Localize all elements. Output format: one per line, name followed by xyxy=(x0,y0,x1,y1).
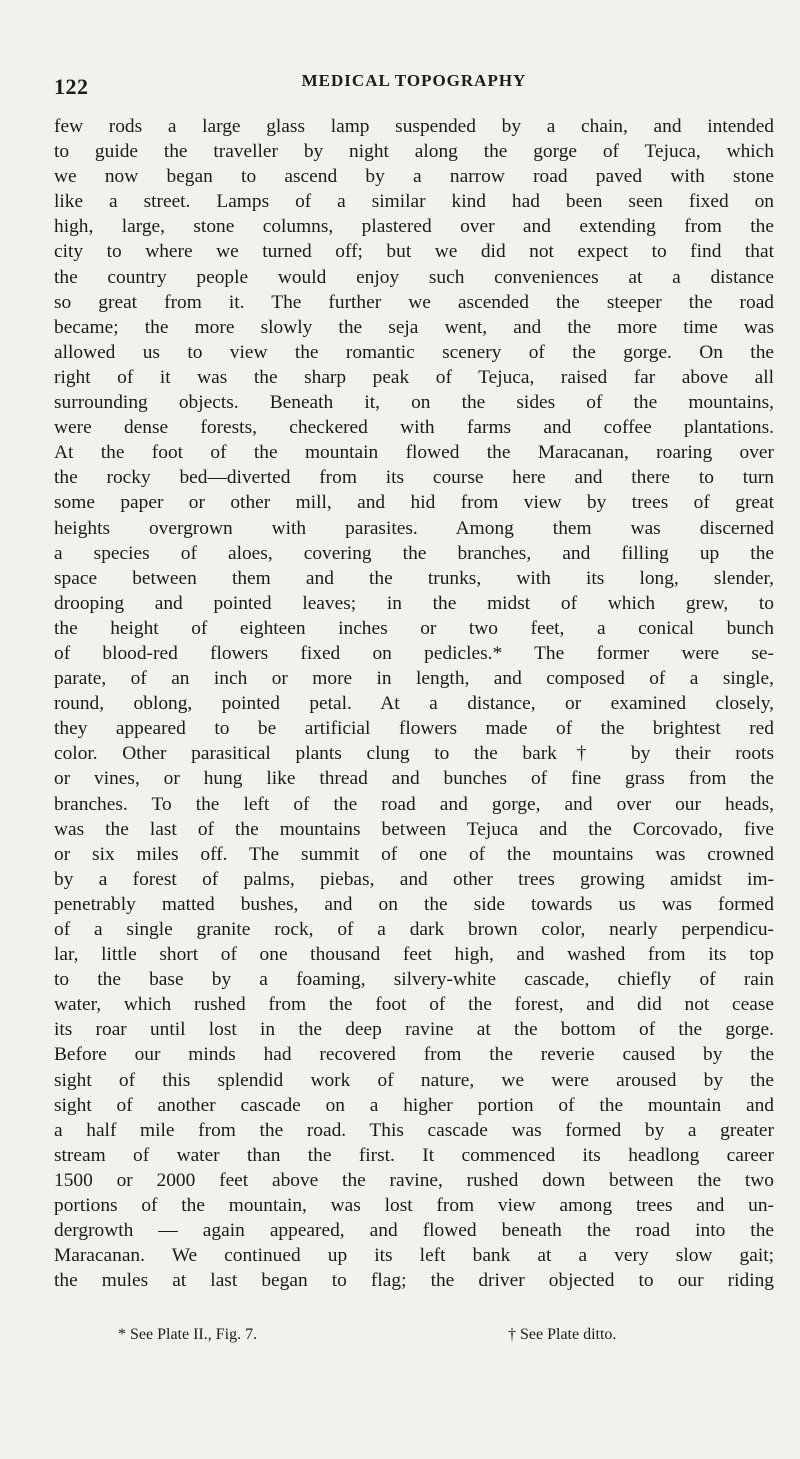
text-line: color. Other parasitical plants clung to the bark† by their roots xyxy=(54,743,774,765)
text-line: allowed us to view the romantic scenery of the gorge. On the xyxy=(54,341,774,363)
text-line: water, which rushed from the foot of the forest, and did not cease xyxy=(54,994,774,1016)
page-header xyxy=(54,64,774,104)
text-line: became; the more slowly the seja went, and the more time was xyxy=(54,316,774,338)
text-line: the country people would enjoy such conveniences at a distance xyxy=(54,266,774,288)
text-line: were dense forests, checkered with farms and coffee plantations. xyxy=(54,417,774,439)
text-line: lar, little short of one thousand feet high, and washed from its top xyxy=(54,944,774,966)
text-line: like a street. Lamps of a similar kind had been seen fixed on xyxy=(54,191,774,213)
text-line: right of it was the sharp peak of Tejuca, raised far above all xyxy=(54,366,774,388)
footnotes xyxy=(54,1326,774,1352)
footnote-plate-ditto: † See Plate ditto. xyxy=(508,1326,617,1343)
text-line: stream of water than the first. It commenced its headlong career xyxy=(54,1144,774,1166)
text-line: to guide the traveller by night along the gorge of Tejuca, which xyxy=(54,141,774,163)
text-line: the rocky bed—diverted from its course here and there to turn xyxy=(54,467,774,489)
text-line: of a single granite rock, of a dark brown color, nearly perpendicu- xyxy=(54,919,774,940)
text-line: its roar until lost in the deep ravine at the bottom of the gorge. xyxy=(54,1019,774,1041)
text-line: penetrably matted bushes, and on the side towards us was formed xyxy=(54,893,774,915)
text-line: few rods a large glass lamp suspended by a chain, and intended xyxy=(54,116,774,137)
text-line: portions of the mountain, was lost from view among trees and un- xyxy=(54,1195,774,1217)
text-line: city to where we turned off; but we did not expect to find that xyxy=(54,241,774,263)
text-line: heights overgrown with parasites. Among them was discerned xyxy=(54,517,774,539)
text-line: we now began to ascend by a narrow road paved with stone xyxy=(54,166,774,188)
text-line: branches. To the left of the road and gorge, and over our heads, xyxy=(54,793,774,815)
body-text xyxy=(54,114,774,1293)
text-line: so great from it. The further we ascended the steeper the road xyxy=(54,291,774,313)
text-line: surrounding objects. Beneath it, on the sides of the mountains, xyxy=(54,392,774,414)
text-line: high, large, stone columns, plastered over and extending from the xyxy=(54,216,774,238)
page-number: 122 xyxy=(54,74,89,99)
text-line: drooping and pointed leaves; in the midst of which grew, to xyxy=(54,592,774,614)
text-line: Maracanan. We continued up its left bank at a very slow gait; xyxy=(54,1245,774,1267)
text-line: or six miles off. The summit of one of the mountains was crowned xyxy=(54,843,774,865)
text-line: Before our minds had recovered from the reverie caused by the xyxy=(54,1044,774,1066)
text-line: a species of aloes, covering the branches, and filling up the xyxy=(54,542,774,564)
text-line: to the base by a foaming, silvery-white cascade, chiefly of rain xyxy=(54,969,774,991)
text-line: space between them and the trunks, with its long, slender, xyxy=(54,567,774,589)
text-line: sight of another cascade on a higher portion of the mountain and xyxy=(54,1094,774,1116)
text-line: 1500 or 2000 feet above the ravine, rushed down between the two xyxy=(54,1169,774,1191)
text-line: a half mile from the road. This cascade was formed by a greater xyxy=(54,1119,774,1141)
text-line: sight of this splendid work of nature, we were aroused by the xyxy=(54,1069,774,1091)
text-line: of blood-red flowers fixed on pedicles.* The former were se- xyxy=(54,642,774,664)
text-line: dergrowth — again appeared, and flowed beneath the road into the xyxy=(54,1220,774,1242)
text-line: they appeared to be artificial flowers made of the brightest red xyxy=(54,718,774,740)
text-line: At the foot of the mountain flowed the Maracanan, roaring over xyxy=(54,442,774,464)
text-line: or vines, or hung like thread and bunches of fine grass from the xyxy=(54,768,774,790)
text-line: round, oblong, pointed petal. At a distance, or examined closely, xyxy=(54,693,774,715)
text-line: the height of eighteen inches or two feet, a conical bunch xyxy=(54,617,774,639)
running-head: MEDICAL TOPOGRAPHY xyxy=(301,71,527,90)
text-line: parate, of an inch or more in length, and composed of a single, xyxy=(54,668,774,690)
footnote-plate-ii: * See Plate II., Fig. 7. xyxy=(118,1326,258,1343)
text-line: by a forest of palms, piebas, and other trees growing amidst im- xyxy=(54,868,774,890)
text-line: some paper or other mill, and hid from view by trees of great xyxy=(54,492,774,514)
text-line: the mules at last began to flag; the driver objected to our riding xyxy=(54,1270,774,1292)
text-line: was the last of the mountains between Tejuca and the Corcovado, five xyxy=(54,818,774,840)
